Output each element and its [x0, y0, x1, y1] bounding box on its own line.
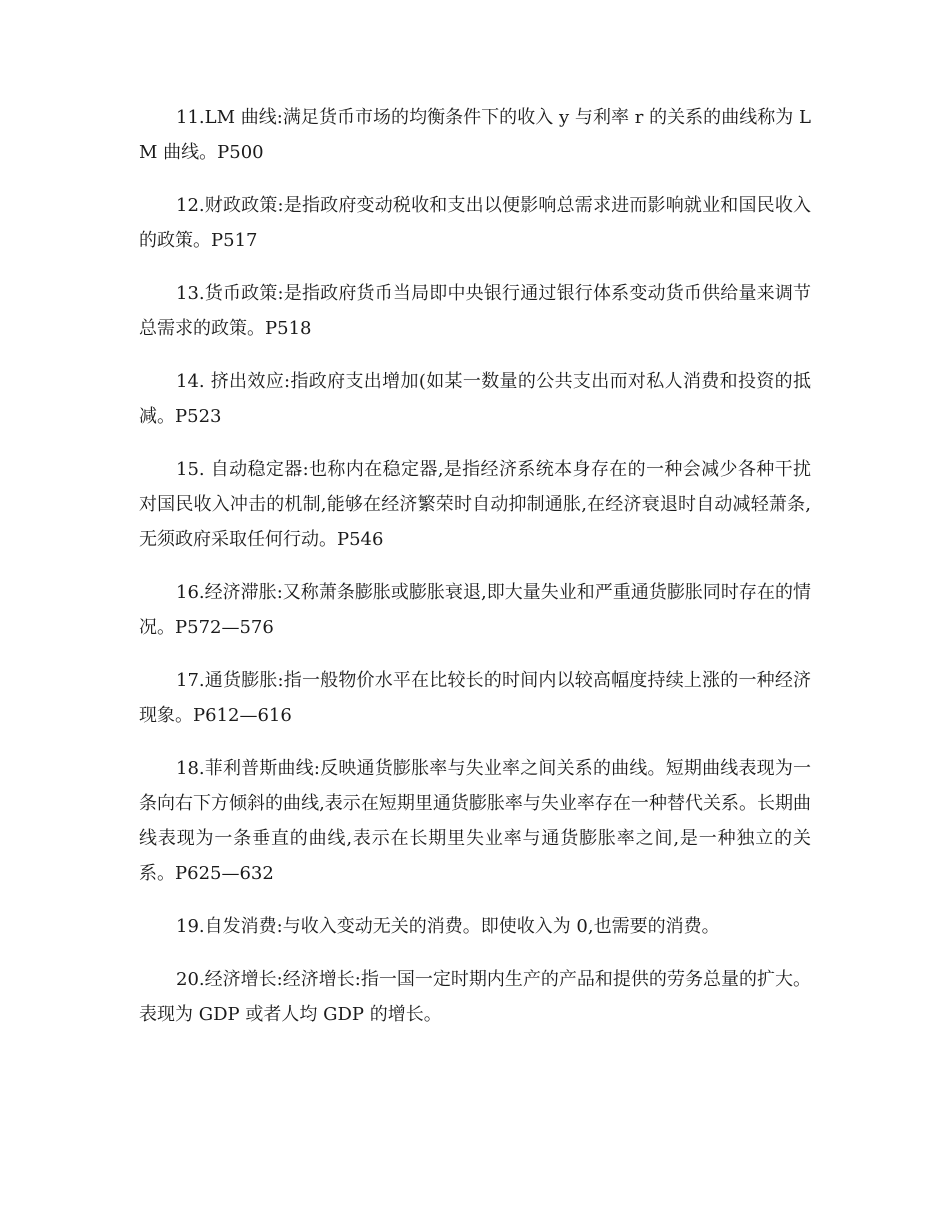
definition-entry-16: 16.经济滞胀:又称萧条膨胀或膨胀衰退,即大量失业和严重通货膨胀同时存在的情况。P572—576	[139, 582, 811, 638]
definition-entry-15: 15. 自动稳定器:也称内在稳定器,是指经济系统本身存在的一种会减少各种干扰对国民收入冲击的机制,能够在经济繁荣时自动抑制通胀,在经济衰退时自动减轻萧条,无须政府采取任何行动。P546	[139, 459, 811, 550]
definition-entry-19: 19.自发消费:与收入变动无关的消费。即使收入为 0,也需要的消费。	[176, 916, 720, 937]
definition-entry-17: 17.通货膨胀:指一般物价水平在比较长的时间内以较高幅度持续上涨的一种经济现象。P612—616	[139, 670, 811, 726]
definition-entry-20: 20.经济增长:经济增长:指一国一定时期内生产的产品和提供的劳务总量的扩大。表现为 GDP 或者人均 GDP 的增长。	[139, 969, 811, 1025]
definition-entry-14: 14. 挤出效应:指政府支出增加(如某一数量的公共支出而对私人消费和投资的抵减。P523	[139, 371, 811, 427]
document-body	[139, 100, 811, 1050]
definition-entry-12: 12.财政政策:是指政府变动税收和支出以便影响总需求进而影响就业和国民收入的政策。P517	[139, 195, 811, 251]
definition-entry-13: 13.货币政策:是指政府货币当局即中央银行通过银行体系变动货币供给量来调节总需求的政策。P518	[139, 283, 811, 339]
definition-entry-11: 11.LM 曲线:满足货币市场的均衡条件下的收入 y 与利率 r 的关系的曲线称为 LM 曲线。P500	[139, 107, 811, 163]
definition-entry-18: 18.菲利普斯曲线:反映通货膨胀率与失业率之间关系的曲线。短期曲线表现为一条向右下方倾斜的曲线,表示在短期里通货膨胀率与失业率存在一种替代关系。长期曲线表现为一条垂直的曲线,表示在长期里失业率与通货膨胀率之间,是一种独立的关系。P625—632	[139, 758, 811, 884]
